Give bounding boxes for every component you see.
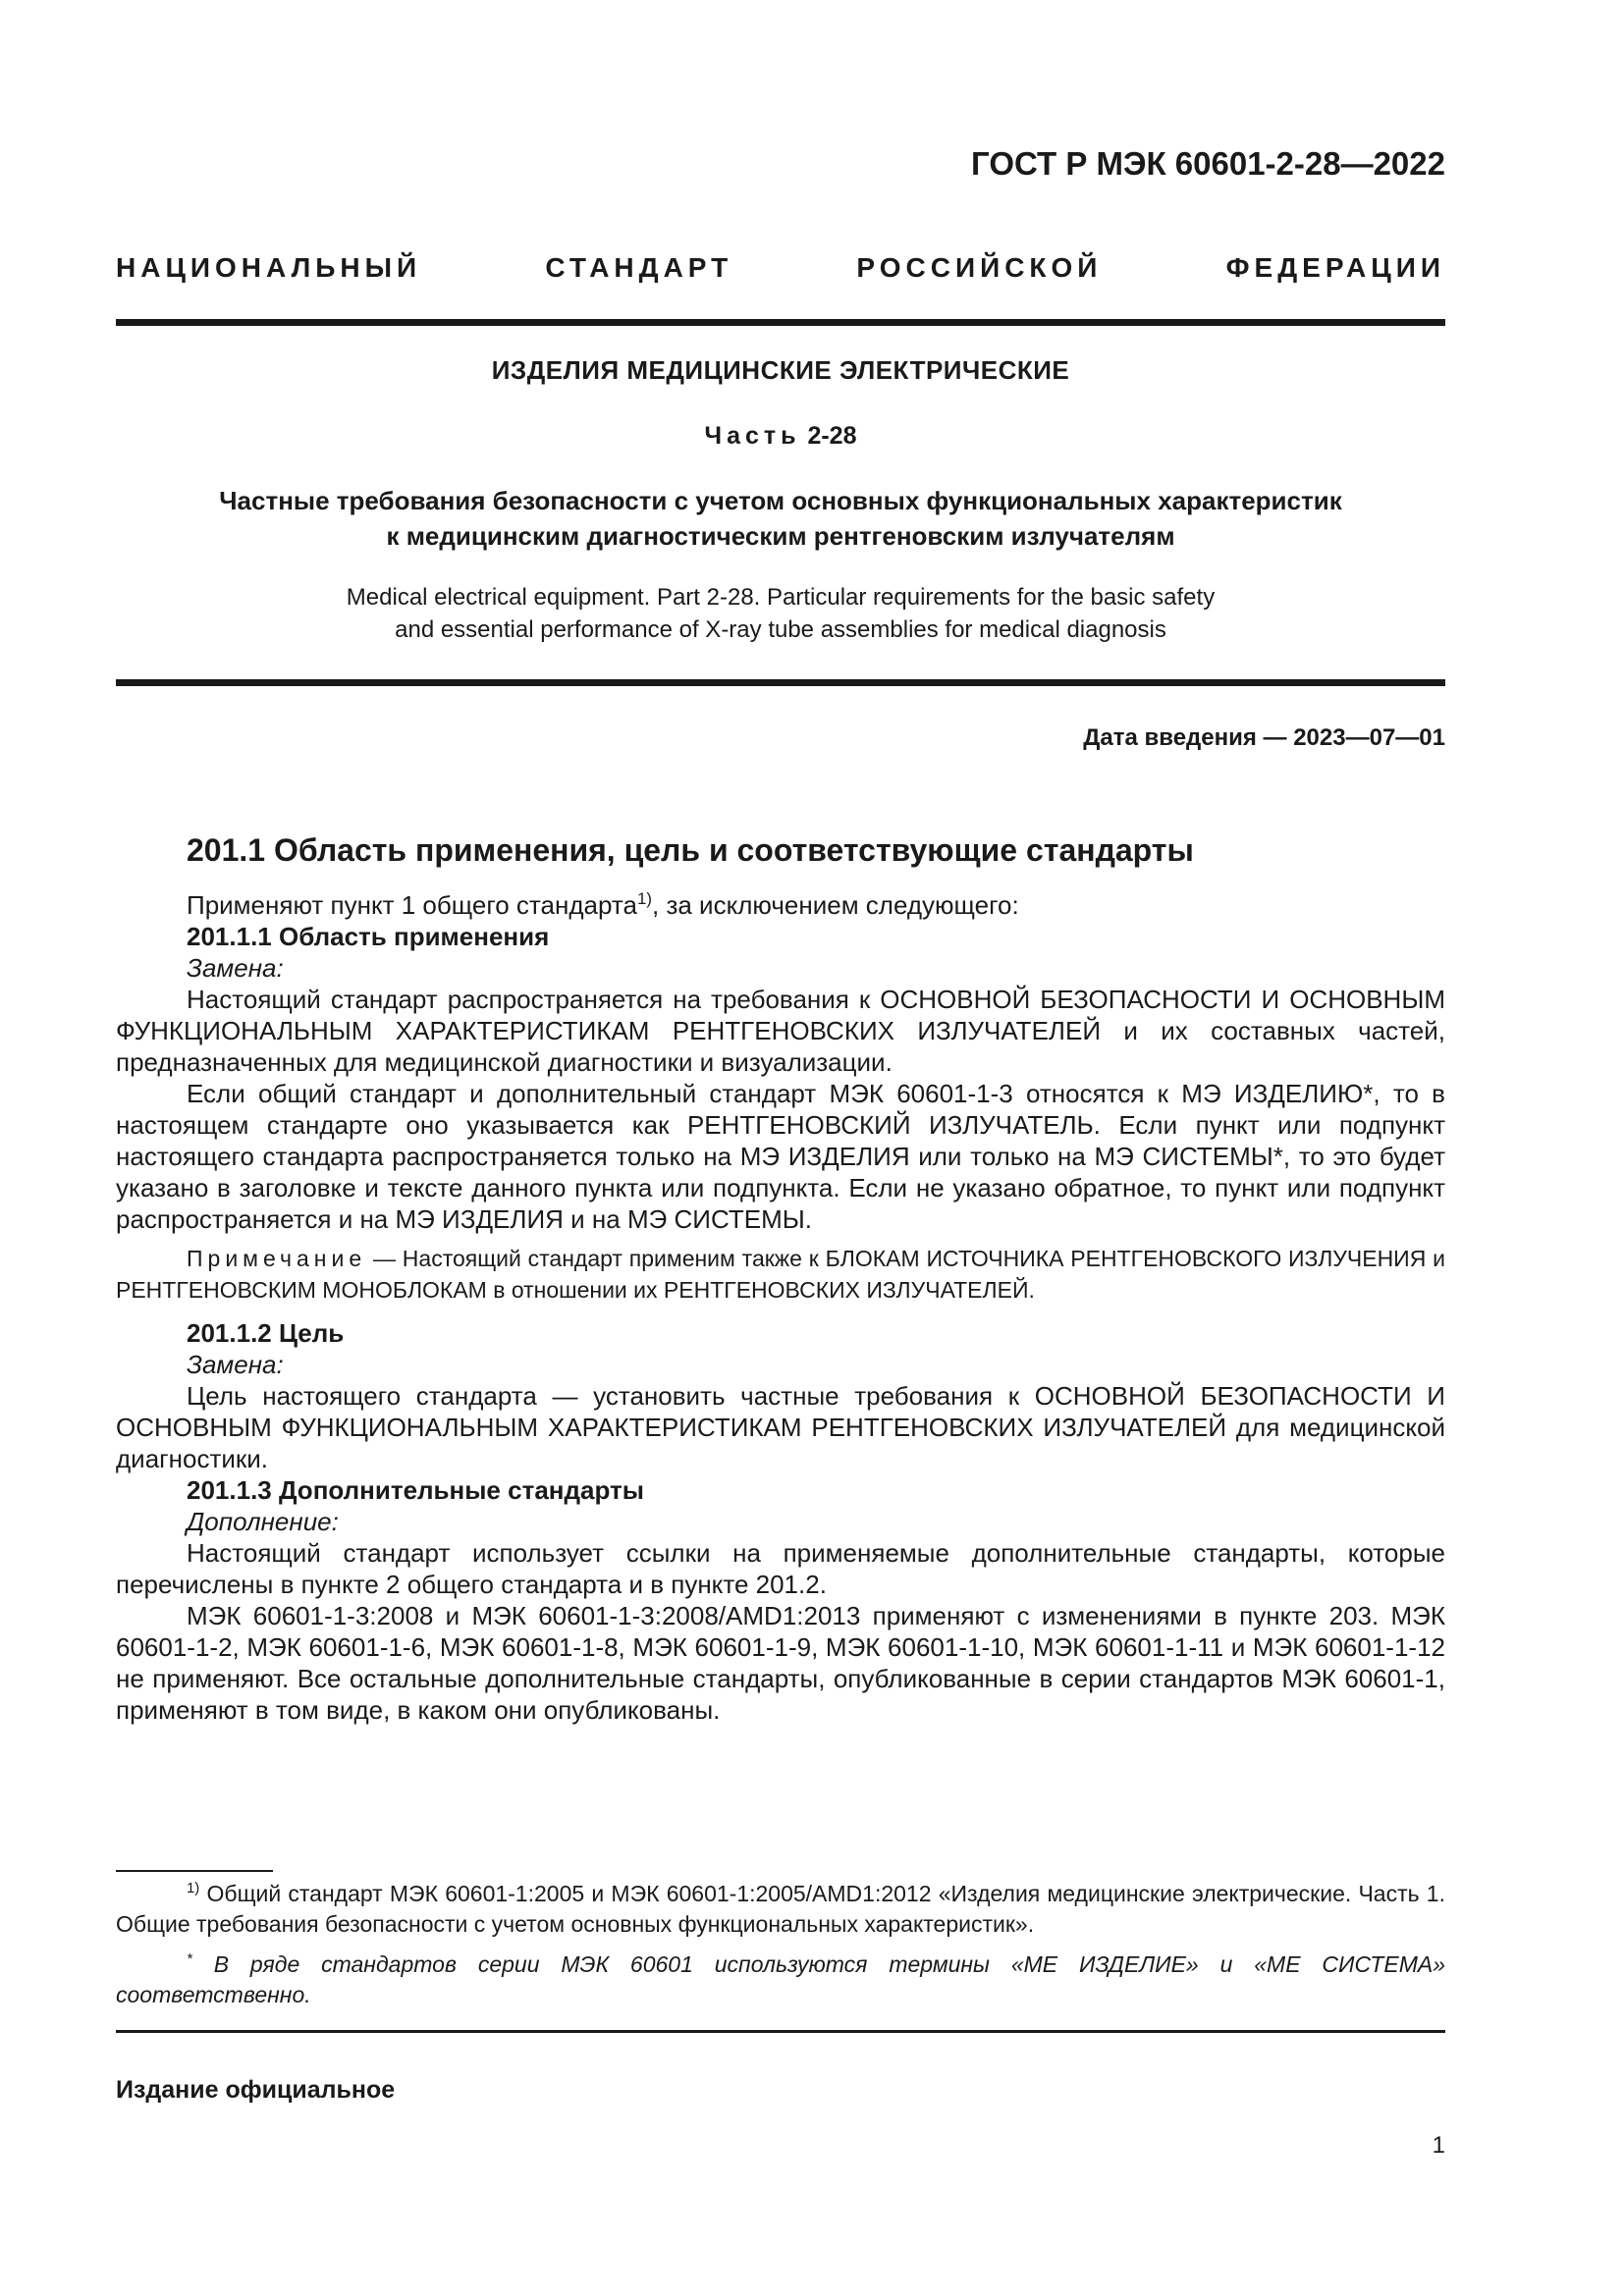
footnote-2-mark: * bbox=[187, 1950, 192, 1968]
page-number: 1 bbox=[1432, 2132, 1445, 2159]
apply-text: Применяют пункт 1 общего стандарта bbox=[187, 890, 637, 920]
scope-paragraph-1: Настоящий стандарт распространяется на требования к ОСНОВНОЙ БЕЗОПАСНОСТИ И ОСНОВНЫМ ФУНКЦИОНАЛЬНЫМ ХАРАКТЕРИСТИКАМ РЕНТГЕНОВСКИХ ИЗЛУЧАТЕЛЕЙ и их составных частей, предназначенных для медицинской диагностики и визуализации. bbox=[116, 985, 1445, 1077]
scope-replacement-label: Замена: bbox=[187, 953, 284, 983]
collateral-heading: 201.1.3 Дополнительные стандарты bbox=[187, 1475, 644, 1505]
collateral-paragraph-2: МЭК 60601-1-3:2008 и МЭК 60601-1-3:2008/AMD1:2013 применяют с изменениями в пункте 203. МЭК 60601-1-2, МЭК 60601-1-6, МЭК 60601-1-8, МЭК 60601-1-9, МЭК 60601-1-10, МЭК 60601-1-11 и МЭК 60601-1-12 не применяют. Все остальные дополнительные стандарты, опубликованные в серии стандартов МЭК 60601-1, применяют в том виде, в каком они опубликованы. bbox=[116, 1601, 1445, 1725]
footnote-separator bbox=[116, 1870, 273, 1872]
footnote-1 bbox=[116, 1879, 1445, 1940]
footer-divider bbox=[116, 2030, 1445, 2033]
footnote-1-text: Общий стандарт МЭК 60601-1:2005 и МЭК 60601-1:2005/AMD1:2012 «Изделия медицинские электрические. Часть 1. Общие требования безопасности с учетом основных функциональных характеристик». bbox=[116, 1881, 1445, 1937]
object-replacement-label: Замена: bbox=[187, 1350, 284, 1379]
banner-word-1: НАЦИОНАЛЬНЫЙ bbox=[116, 252, 422, 283]
standard-subtitle bbox=[116, 483, 1445, 554]
collateral-paragraph-1: Настоящий стандарт использует ссылки на применяемые дополнительные стандарты, которые перечислены в пункте 2 общего стандарта и в пункте 201.2. bbox=[116, 1538, 1445, 1599]
banner-word-4: ФЕДЕРАЦИИ bbox=[1225, 252, 1445, 283]
scope-paragraph-2: Если общий стандарт и дополнительный стандарт МЭК 60601-1-3 относятся к МЭ ИЗДЕЛИЮ*, то в настоящем стандарте оно указывается как РЕНТГЕНОВСКИЙ ИЗЛУЧАТЕЛЬ. Если пункт или подпункт настоящего стандарта распространяется только на МЭ ИЗДЕЛИЯ или только на МЭ СИСТЕМЫ*, то это будет указано в заголовке и тексте данного пункта или подпункта. Если не указано обратное, то пункт или подпункт распространяется и на МЭ ИЗДЕЛИЯ и на МЭ СИСТЕМЫ. bbox=[116, 1079, 1445, 1234]
footnote-2 bbox=[116, 1949, 1445, 2010]
collateral-addition-label: Дополнение: bbox=[187, 1507, 339, 1536]
subtitle-line-2: к медицинским диагностическим рентгеновским излучателям bbox=[386, 521, 1175, 551]
section-body bbox=[116, 889, 1445, 1726]
introduction-date: Дата введения — 2023—07—01 bbox=[1083, 724, 1445, 751]
part-value: 2-28 bbox=[807, 422, 857, 450]
banner-word-3: РОССИЙСКОЙ bbox=[856, 252, 1103, 283]
title-divider bbox=[116, 679, 1445, 686]
footnote-ref-1[interactable]: 1) bbox=[636, 888, 652, 908]
top-divider bbox=[116, 319, 1445, 326]
part-number bbox=[116, 422, 1445, 451]
standard-title: ИЗДЕЛИЯ МЕДИЦИНСКИЕ ЭЛЕКТРИЧЕСКИЕ bbox=[491, 355, 1070, 385]
scope-heading: 201.1.1 Область применения bbox=[187, 922, 550, 951]
national-standard-banner bbox=[116, 252, 1445, 284]
subtitle-line-1: Частные требования безопасности с учетом основных функциональных характеристик bbox=[219, 486, 1342, 515]
note bbox=[116, 1243, 1445, 1306]
section-heading: 201.1 Область применения, цель и соответствующие стандарты bbox=[187, 832, 1194, 868]
footnote-2-text: В ряде стандартов серии МЭК 60601 используются термины «МЕ ИЗДЕЛИЕ» и «МЕ СИСТЕМА» соответственно. bbox=[116, 1951, 1445, 2007]
footnotes bbox=[116, 1879, 1445, 2010]
note-label: Примечание bbox=[187, 1246, 367, 1271]
english-title bbox=[116, 581, 1445, 646]
official-edition: Издание официальное bbox=[116, 2076, 396, 2104]
document-designation: ГОСТ Р МЭК 60601-2-28—2022 bbox=[971, 145, 1445, 182]
english-line-1: Medical electrical equipment. Part 2-28. Particular requirements for the basic safety bbox=[346, 584, 1216, 611]
apply-sentence bbox=[116, 889, 1445, 921]
footnote-1-mark: 1) bbox=[187, 1880, 200, 1897]
note-text: — Настоящий стандарт применим также к БЛОКАМ ИСТОЧНИКА РЕНТГЕНОВСКОГО ИЗЛУЧЕНИЯ и РЕНТГЕНОВСКИМ МОНОБЛОКАМ в отношении их РЕНТГЕНОВСКИХ ИЗЛУЧАТЕЛЕЙ. bbox=[116, 1246, 1445, 1303]
english-line-2: and essential performance of X-ray tube assemblies for medical diagnosis bbox=[395, 616, 1166, 643]
object-paragraph: Цель настоящего стандарта — установить частные требования к ОСНОВНОЙ БЕЗОПАСНОСТИ И ОСНОВНЫМ ФУНКЦИОНАЛЬНЫМ ХАРАКТЕРИСТИКАМ РЕНТГЕНОВСКИХ ИЗЛУЧАТЕЛЕЙ для медицинской диагностики. bbox=[116, 1381, 1445, 1473]
apply-text-end: , за исключением следующего: bbox=[652, 890, 1019, 920]
object-heading: 201.1.2 Цель bbox=[187, 1318, 345, 1348]
banner-word-2: СТАНДАРТ bbox=[545, 252, 733, 283]
part-word: Часть bbox=[704, 422, 801, 450]
